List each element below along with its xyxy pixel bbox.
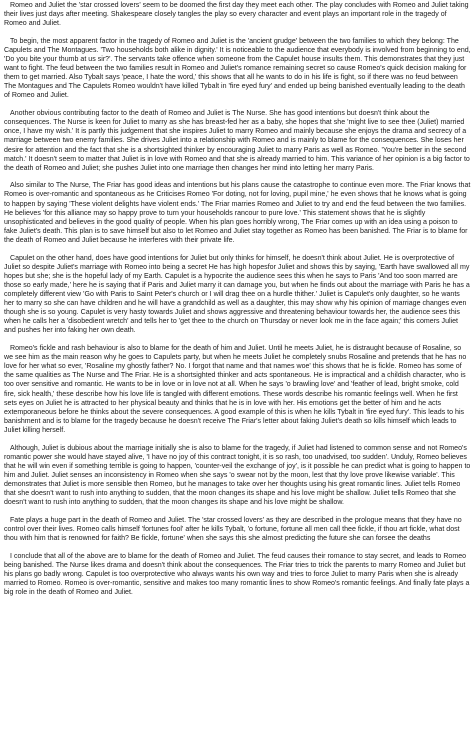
essay-paragraph-fate: Fate plays a huge part in the death of Romeo and Juliet. The 'star crossed lovers' as they are described in the prologue means that they have no control over their lives. Romeo calls himself 'fortunes fool' after he kills Tybalt, 'o fortune, fortune all men call thee fickle, if thou art fickle, what dost thou with him that is renowned for faith? Be fickle, fortune' when she says this she almost predicting the future she can forsee the deaths — [4, 516, 462, 543]
essay-paragraph-capulet: Capulet on the other hand, does have good intentions for Juliet but only thinks for himself, he doesn't think about Juliet. He is overprotective of Juliet so despite Juliet's marriage with Romeo into being a secret He has high hopesfor Juliet and shows this by saying, 'Earth have swallowed all my hopes but she; she is the hopeful lady of my Earth. Capulet is a hypocrite the audience sees this when he says to Paris 'And too soon marred are those so early made,' here he is saying that if Paris and Juliet marry it can damage you, but when he finds out about the marriage with Paris he has a completely different view 'Go with Paris to Saint Peter's church or I will drag thee on a hurdle thither.' Juliet is Capulet's only daughter, so he wants her to marry so she can have children and he will have a grandchild as well as a daughter, this may show why his opinion of marriage changes even though she is so young. Capulet is very hasty towards Juliet and shows aggressive and threatening behaviour towards her, the audience sees this when he calls her a 'disobedient wretch' and tells her to 'get thee to the church on Thursday or never look me in the face again;' this comers Juliet and pushes her into faking her own death. — [4, 254, 470, 335]
essay-paragraph-intro: Romeo and Juliet the 'star crossed lovers' seem to be doomed the first day they meet each other. The play concludes with Romeo and Juliet taking their lives just days after meeting. Shakespeare closely tangles the play so every character and event plays an important role in the tragedy of Romeo and Juliet. — [4, 2, 469, 28]
essay-paragraph-nurse: Another obvious contributing factor to the death of Romeo and Juliet is The Nurse. She has good intentions but doesn't think about the consequences. The Nurse is keen for Juliet to marry as she has breast-fed her as a baby, she hopes that she 'might live to see thee (Juliet) married once, I have my wish.' It is partly this judgement that she inspires Juliet to marry Romeo and mainly because she enjoys the drama and secrecy of a marriage between two enemy families. She drives Juliet into a relationship with Romeo and is mainly to blame for the consequences. She loses her desire for attention and the fact that she is a shortsighted thinker by encouraging Juliet to marry Paris as well as Romeo. 'You're better in the second match.' It doesn't seem to matter that Juliet is in love with Romeo and that she is already married to him. This variance of her opinion is a big factor to the death of Romeo and Juliet; she pushes Juliet into one marriage then changes her mind into letting her marry Paris. — [4, 110, 470, 172]
essay-paragraph-friar: Also similar to The Nurse, The Friar has good ideas and intentions but his plans cause the catastrophe to continue even more. The Friar knows that Romeo is over-romantic and spontaneous as he Criticises Romeo 'For doting, not for loving, pupil mine,' he even shows that he knows what is going to happen by saying 'These violent delights have violent ends.' The Friar marries Romeo and Juliet to try and end the feud between the two families. He believes 'for this alliance may so happy prove to turn your households rancour to pure love.' This statement shows that he is slightly unsophisticated and believes in the good quality of people. When his plan goes horribly wrong, The Friar comes up with an idea using a poison to fake Juliet's death. This plan is to save himself but also to let Romeo and Juliet stay together as Romeo has been banished. The Friar is to blame for the death of Romeo and Juliet because he interferes with their private life. — [4, 182, 471, 244]
essay-paragraph-feud: To begin, the most apparent factor in the tragedy of Romeo and Juliet is the 'ancient grudge' between the two families to which they belong: The Capulets and The Montagues. 'Two households both alike in dignity.' It is noticeable to the audience that everybody is involved from beginning to end, 'Do you bite your thumb at us sir?'. The servants take offence when someone from the Capulet house insults them. This demonstrates that they just want to fight. The feud between the two families result in Romeo and Juliet's romance remaining secret so cause Romeo's quick decision making for them to get married. Also Tybalt says 'peace, I hate the word,' this shows that all he wants to do in his life is fight, so if there was no feud between The Montagues and The Capulets Romeo wouldn't have killed Tybalt in 'fire eyed fury' and ended up being banished eventually leading to the death of Romeo and Juliet. — [4, 37, 471, 100]
essay-paragraph-juliet: Although, Juliet is dubious about the marriage initially she is also to blame for the tragedy, if Juliet had listened to common sense and not Romeo's romantic power she would have stayed alive, 'I have no joy of this contract tonight, it is so rash, too unadvised, too sudden'. Unduly, Romeo believes that he will win even if something terrible is going to happen, 'counter-veil the exchange of joy', is it possible he can predict what is going to happen to him and Juliet. Juliet senses an inconsistency in Romeo when she says 'o swear not by the moon, lest that thy love prove likewise variable'. This demonstrates that Juliet is more sensible then Romeo, but he manages to take over her thoughts using his great romantic lines. Juliet tells Romeo that she doesn't want to rush into anything to sudden, that the moon changes its shape and his love might be shallow. Juliet tells Romeo that she doesn't want to rush into anything to sudden, that the moon changes its shape and his love might be shallow. — [4, 444, 471, 507]
essay-paragraph-romeo: Romeo's fickle and rash behaviour is also to blame for the death of him and Juliet. Until he meets Juliet, he is distraught because of Rosaline, so we see him as the main reason why he goes to Capulets party, but when he meets Juliet he completely snubs Rosaline and pretends that he has no love for her what so ever, 'Rosaline my ghostly father? No. I forgot that name and that names woe' this shows that he is fickle. Romeo has some of the same qualities as The Nurse and The Friar. He is a shortsighted thinker and acts spontaneous. He is impractical and a childish character, who is too over sensitive and romantic. He wants to be in love or in love not at all. When he says 'o brawling love' and 'feather of lead, bright smoke, cold fire, sick health,' these describe how his love life is tangled with different emotions. These words describe his romantic feelings well. When he first sets eyes on Juliet he is attracted to her physical beauty and thinks that he is in love with her. His emotions get the better of him and he acts extemporaneous before he thinks about the severe consequences. A good example of this is when he kills Tybalt in 'fire eyed fury'. This leads to his banishment and is to blame for the tragedy because he doesn't receive The Friar's letter about faking Juliet's death so kills himself which leads to Juliet killing herself. — [4, 345, 467, 434]
essay-paragraph-conclusion: I conclude that all of the above are to blame for the death of Romeo and Juliet. The feud causes their romance to stay secret, and leads to Romeo being banished. The Nurse likes drama and doesn't think about the consequences. The Friar tries to trick the parents to marry Romeo and Juliet but his plans go badly wrong. Capulet is too overprotective who always wants his own way and tries to force Juliet to marry Paris when she is already married to Romeo. Romeo is over-romantic, sensitive and makes too many romantic lines to show Romeo's romantic feelings. And finally fate plays a big role in the death of Romeo and Juliet. — [4, 552, 470, 597]
